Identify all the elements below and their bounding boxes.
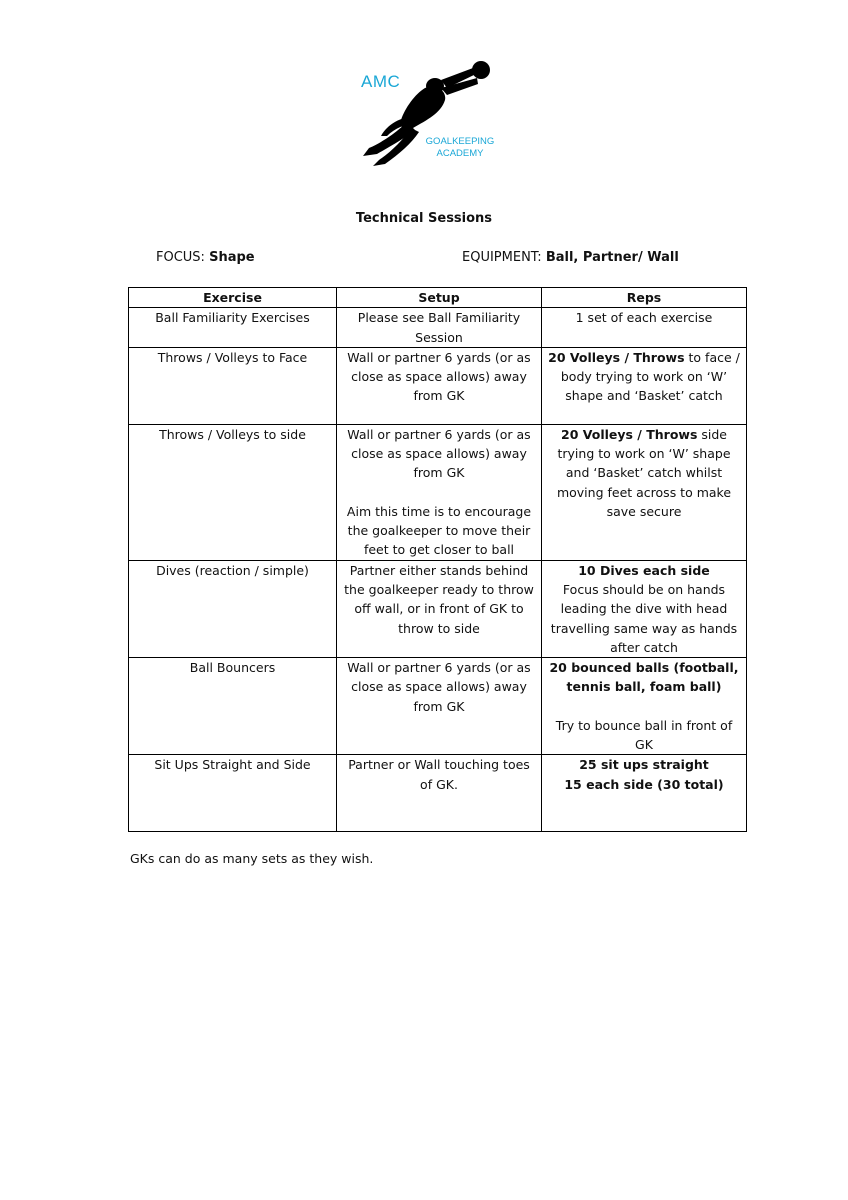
exercise-cell: Throws / Volleys to side xyxy=(129,424,337,560)
table-row xyxy=(129,308,747,348)
reps-cell xyxy=(542,755,747,832)
exercise-cell: Ball Bouncers xyxy=(129,658,337,755)
table-header-row xyxy=(129,288,747,308)
exercise-cell: Dives (reaction / simple) xyxy=(129,560,337,657)
logo-line-2: ACADEMY xyxy=(436,148,484,159)
setup-cell: Wall or partner 6 yards (or as close as space allows) away from GK xyxy=(337,658,542,755)
reps-text: 1 set of each exercise xyxy=(575,310,713,326)
reps-text: to face / body trying to work on ‘W’ shape and ‘Basket’ catch xyxy=(560,349,740,404)
setup-cell xyxy=(337,424,542,560)
equipment-value: Ball, Partner/ Wall xyxy=(545,250,679,265)
reps-text: Try to bounce ball in front of GK xyxy=(555,717,733,753)
reps-text: side trying to work on ‘W’ shape and ‘Basket’ catch whilst moving feet across to make save secure xyxy=(556,426,732,520)
setup-cell: Please see Ball Familiarity Session xyxy=(337,308,542,348)
header-exercise: Exercise xyxy=(129,288,337,308)
reps-bold: 20 bounced balls (football, tennis ball, foam ball) xyxy=(549,660,739,695)
logo-line-1: GOALKEEPING xyxy=(425,136,495,147)
focus-line xyxy=(156,250,255,265)
header-setup: Setup xyxy=(337,288,542,308)
logo-brand: AMC xyxy=(361,72,401,91)
exercise-cell: Sit Ups Straight and Side xyxy=(129,755,337,832)
academy-logo xyxy=(355,58,505,168)
table-row xyxy=(129,424,747,560)
table-row xyxy=(129,347,747,424)
reps-text: Focus should be on hands leading the dive with head travelling same way as hands after catch xyxy=(550,581,738,655)
reps-cell xyxy=(542,658,747,755)
reps-bold: 25 sit ups straight xyxy=(579,757,709,773)
page-title: Technical Sessions xyxy=(355,211,493,226)
equipment-line xyxy=(462,250,679,265)
exercise-cell: Throws / Volleys to Face xyxy=(129,347,337,424)
setup-cell: Partner either stands behind the goalkeeper ready to throw off wall, or in front of GK to throw to side xyxy=(337,560,542,657)
table-row xyxy=(129,658,747,755)
reps-bold: 20 Volleys / Throws xyxy=(548,349,685,365)
exercise-cell: Ball Familiarity Exercises xyxy=(129,308,337,348)
equipment-label: EQUIPMENT: xyxy=(462,250,542,265)
reps-cell xyxy=(542,347,747,424)
setup-cell: Partner or Wall touching toes of GK. xyxy=(337,755,542,832)
reps-cell xyxy=(542,560,747,657)
setup-text: Wall or partner 6 yards (or as close as space allows) away from GK xyxy=(347,426,531,481)
header-reps: Reps xyxy=(542,288,747,308)
sessions-table xyxy=(128,287,747,832)
reps-bold-2: 15 each side (30 total) xyxy=(564,776,724,792)
reps-cell xyxy=(542,308,747,348)
setup-note: Aim this time is to encourage the goalkeeper to move their feet to get closer to ball xyxy=(346,503,532,558)
reps-cell xyxy=(542,424,747,560)
focus-value: Shape xyxy=(209,250,255,265)
reps-bold: 20 Volleys / Throws xyxy=(561,426,698,442)
focus-label: FOCUS: xyxy=(156,250,205,265)
table-row xyxy=(129,560,747,657)
table-row xyxy=(129,755,747,832)
footer-note: GKs can do as many sets as they wish. xyxy=(130,851,374,866)
reps-bold: 10 Dives each side xyxy=(578,562,710,578)
logo-subtitle xyxy=(415,136,505,160)
setup-cell: Wall or partner 6 yards (or as close as space allows) away from GK xyxy=(337,347,542,424)
